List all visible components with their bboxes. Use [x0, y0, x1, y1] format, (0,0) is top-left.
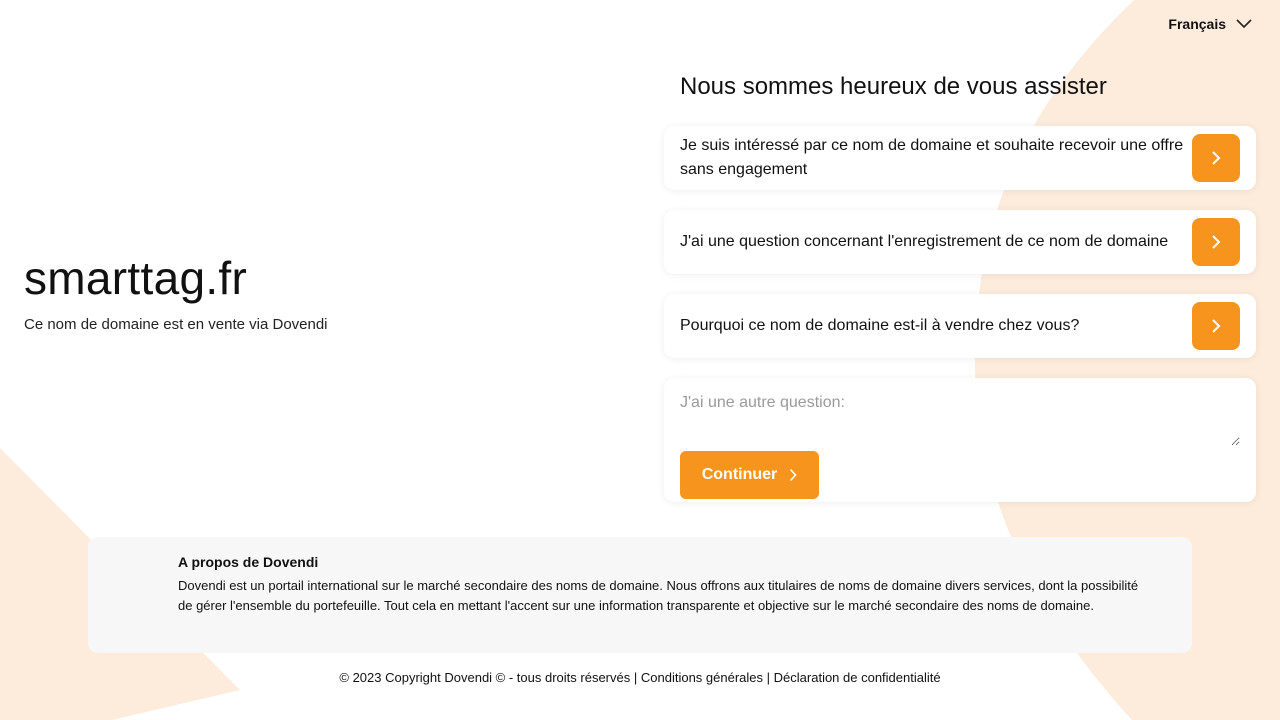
- option-offer[interactable]: [664, 126, 1256, 190]
- option-registration-label: J'ai une question concernant l'enregistrement de ce nom de domaine: [680, 233, 1169, 250]
- chevron-right-icon: [1211, 150, 1221, 166]
- about-title: A propos de Dovendi: [178, 554, 319, 570]
- continue-button[interactable]: [680, 451, 819, 499]
- domain-info: [24, 252, 328, 333]
- option-offer-button[interactable]: [1192, 134, 1240, 182]
- option-registration[interactable]: [664, 210, 1256, 274]
- footer: [0, 670, 1280, 685]
- option-why-for-sale-label: Pourquoi ce nom de domaine est-il à vendre chez vous?: [680, 317, 1080, 334]
- footer-separator: |: [633, 670, 638, 685]
- chevron-right-icon: [1211, 318, 1221, 334]
- option-why-for-sale-button[interactable]: [1192, 302, 1240, 350]
- continue-label: Continuer: [701, 466, 778, 483]
- option-offer-label: Je suis intéressé par ce nom de domaine et souhaite recevoir une offre sans engagement: [680, 137, 1184, 178]
- chevron-down-icon: [1236, 19, 1252, 29]
- footer-separator: |: [766, 670, 771, 685]
- privacy-link[interactable]: Déclaration de confidentialité: [773, 670, 941, 685]
- footer-copyright: © 2023 Copyright Dovendi © - tous droits réservés: [339, 670, 631, 685]
- option-why-for-sale[interactable]: [664, 294, 1256, 358]
- domain-subtitle: Ce nom de domaine est en vente via Dovendi: [24, 316, 328, 333]
- other-question-input[interactable]: [680, 394, 1240, 446]
- language-selector[interactable]: [1168, 16, 1252, 32]
- about-section: [88, 537, 1192, 653]
- domain-name: smarttag.fr: [24, 252, 248, 304]
- option-registration-button[interactable]: [1192, 218, 1240, 266]
- chevron-right-icon: [1211, 234, 1221, 250]
- language-label: Français: [1168, 16, 1226, 32]
- about-text: Dovendi est un portail international sur le marché secondaire des noms de domaine. Nous offrons aux titulaires de noms de domaine divers services, dont la possibilité de gérer l'ensemble du portefeuille. Tout cela en mettant l'accent sur une information transparente et objective sur le marché secondaire des noms de domaine.: [178, 578, 1139, 613]
- other-question-card: [664, 378, 1256, 502]
- chevron-right-icon: [789, 468, 797, 482]
- assist-panel: [664, 72, 1256, 502]
- assist-title: Nous sommes heureux de vous assister: [680, 73, 1107, 100]
- terms-link[interactable]: Conditions générales: [640, 670, 764, 685]
